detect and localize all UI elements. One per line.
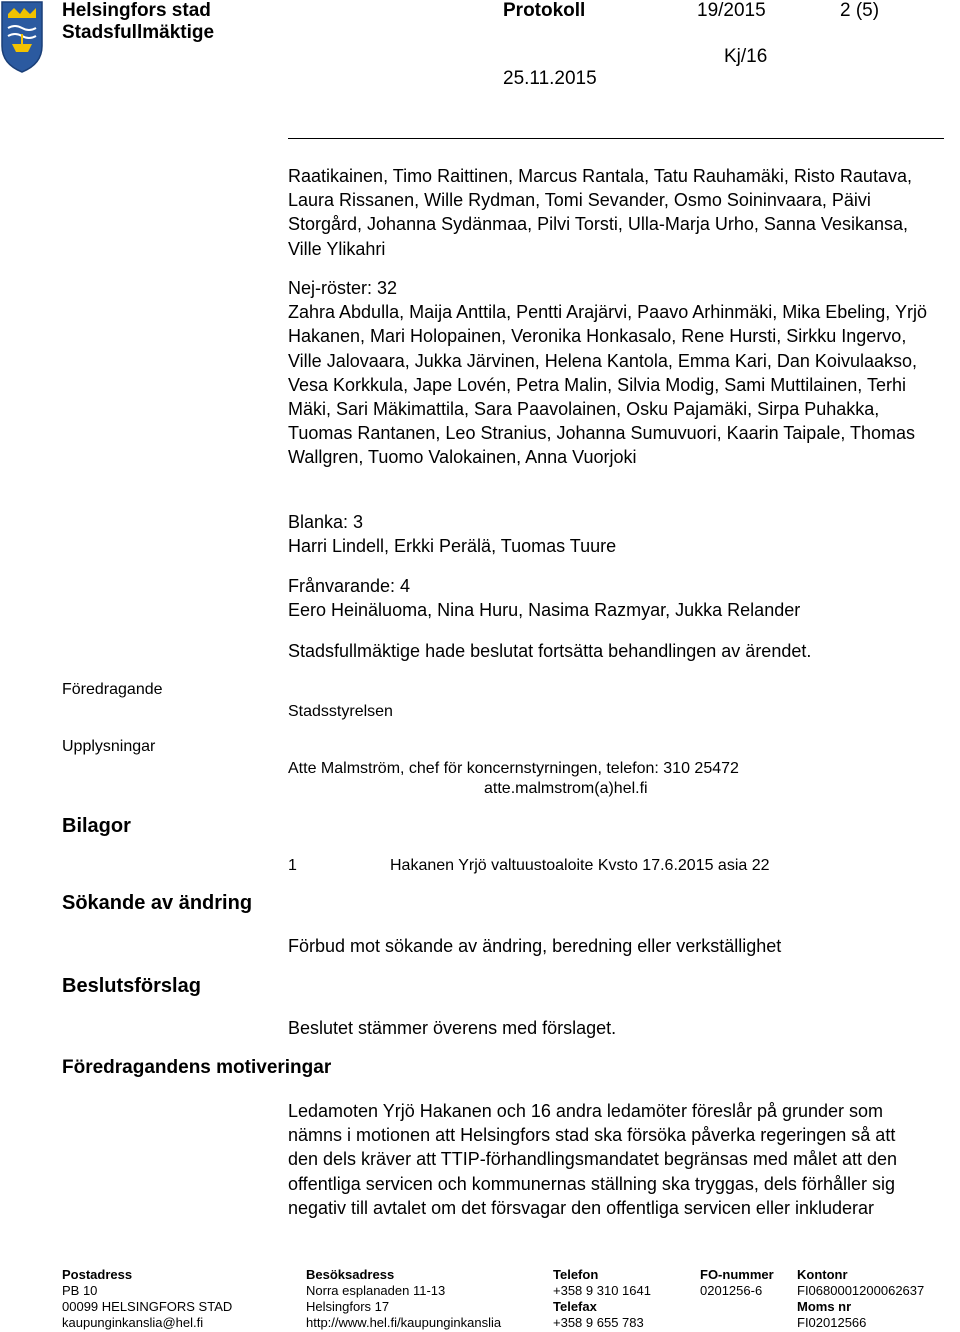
label-info: Upplysningar (62, 738, 156, 755)
footer-website-link[interactable]: http://www.hel.fi/kaupunginkanslia (306, 1315, 502, 1330)
proposal-text: Beslutet stämmer överens med förslaget. (288, 1018, 617, 1038)
footer-postal-heading: Postadress (62, 1267, 133, 1282)
footer-visit-city: Helsingfors 17 (306, 1299, 390, 1314)
doc-type: Protokoll (503, 0, 586, 21)
footer-visit-heading: Besöksadress (306, 1267, 395, 1282)
no-votes-names: Zahra Abdulla, Maija Anttila, Pentti Arajärvi, Paavo Arhinmäki, Mika Ebeling, Yrjö Hakanen, Mari Holopainen, Veronika Honkasalo, Rene Hursti, Sirkku Ingervo, Ville Jalovaara, Jukka Järvinen, Helena Kantola, Emma Kari, Dan Koivulaakso, Vesa Korkkula, Jape Lovén, Petra Malin, Silvia Modig, Sami Muttilainen, Terhi Mäki, Sari Mäkimattila, Sara Paavolainen, Osku Pajamäki, Sirpa Puhakka, Tuomas Rantanen, Leo Stranius, Johanna Sumuvuori, Kaarin Taipale, Thomas Wallgren, Tuomo Valokainen, Anna Vuorjoki (288, 302, 927, 468)
absent-heading: Frånvarande: 4 (288, 576, 411, 596)
footer-phone-heading: Telefon (553, 1267, 599, 1282)
footer-visit (306, 1267, 501, 1331)
page-number: 2 (5) (840, 0, 880, 21)
absent-names: Eero Heinäluoma, Nina Huru, Nasima Razmyar, Jukka Relander (288, 600, 801, 621)
footer-postal (62, 1267, 232, 1331)
label-appeal: Sökande av ändring (62, 892, 253, 914)
footer-postal-box: PB 10 (62, 1283, 98, 1298)
blank-votes-heading: Blanka: 3 (288, 512, 364, 532)
footer-account-number: FI0680001200062637 (797, 1283, 925, 1298)
footer-account-heading: Kontonr (797, 1267, 848, 1282)
presenter-value: Stadsstyrelsen (288, 703, 393, 720)
no-votes-heading: Nej-röster: 32 (288, 278, 398, 298)
label-attachments: Bilagor (62, 815, 131, 837)
footer-account (797, 1267, 924, 1331)
yes-votes-continued (288, 164, 928, 261)
footer-postal-city: 00099 HELSINGFORS STAD (62, 1299, 233, 1314)
attachment-link[interactable]: Hakanen Yrjö valtuustoaloite Kvsto 17.6.2015 asia 22 (390, 857, 770, 874)
motivation-text: Ledamoten Yrjö Hakanen och 16 andra ledamöter föreslår på grunder som nämns i motionen att Helsingfors stad ska försöka påverka regeringen så att den dels kräver att TTIP-förhandlingsmandatet begränsas med målet att den offentliga servicen och kommunernas ställning ska tryggas, dels förhåller sig negativ till avtalet om det försvagar den offentliga servicen eller inkluderar (288, 1101, 898, 1218)
appeal-text: Förbud mot sökande av ändring, beredning eller verkställighet (288, 936, 782, 956)
blank-votes-block (288, 510, 928, 558)
body-name: Stadsfullmäktige (62, 22, 215, 43)
footer-fax-heading: Telefax (553, 1299, 597, 1314)
case-number: Kj/16 (724, 46, 768, 67)
meeting-date: 25.11.2015 (503, 68, 597, 89)
info-contact: Atte Malmström, chef för koncernstyrningen, telefon: 310 25472 (288, 760, 739, 777)
footer-fax-number: +358 9 655 783 (553, 1315, 644, 1330)
absent-block (288, 574, 928, 622)
footer-phone (553, 1267, 651, 1331)
decision-text: Stadsfullmäktige hade beslutat fortsätta behandlingen av ärendet. (288, 641, 812, 661)
header-rule (288, 138, 944, 139)
org-name: Helsingfors stad (62, 0, 211, 21)
yes-names: Raatikainen, Timo Raittinen, Marcus Rantala, Tatu Rauhamäki, Risto Rautava, Laura Rissanen, Wille Rydman, Tomi Sevander, Osmo Soininvaara, Päivi Storgård, Johanna Sydänmaa, Pilvi Torsti, Ulla-Marja Urho, Sanna Vesikansa, Ville Ylikahri (288, 166, 912, 259)
info-block (288, 759, 928, 799)
footer-fo (700, 1267, 774, 1299)
footer-vat-number: FI02012566 (797, 1315, 867, 1330)
blank-votes-names: Harri Lindell, Erkki Perälä, Tuomas Tuure (288, 536, 617, 557)
footer-fo-number: 0201256-6 (700, 1283, 763, 1298)
helsinki-coat-of-arms-logo (0, 0, 44, 74)
footer-phone-number: +358 9 310 1641 (553, 1283, 651, 1298)
label-proposal: Beslutsförslag (62, 975, 201, 997)
label-presenter: Föredragande (62, 681, 163, 698)
no-votes-block (288, 276, 928, 470)
doc-number: 19/2015 (697, 0, 766, 21)
footer-vat-heading: Moms nr (797, 1299, 852, 1314)
label-motivation: Föredragandens motiveringar (62, 1057, 332, 1078)
info-email: atte.malmstrom(a)hel.fi (484, 780, 648, 797)
attachment-number: 1 (288, 857, 297, 874)
footer-visit-street: Norra esplanaden 11-13 (306, 1283, 446, 1298)
footer-email-link[interactable]: kaupunginkanslia@hel.fi (62, 1315, 204, 1330)
footer-fo-heading: FO-nummer (700, 1267, 774, 1282)
